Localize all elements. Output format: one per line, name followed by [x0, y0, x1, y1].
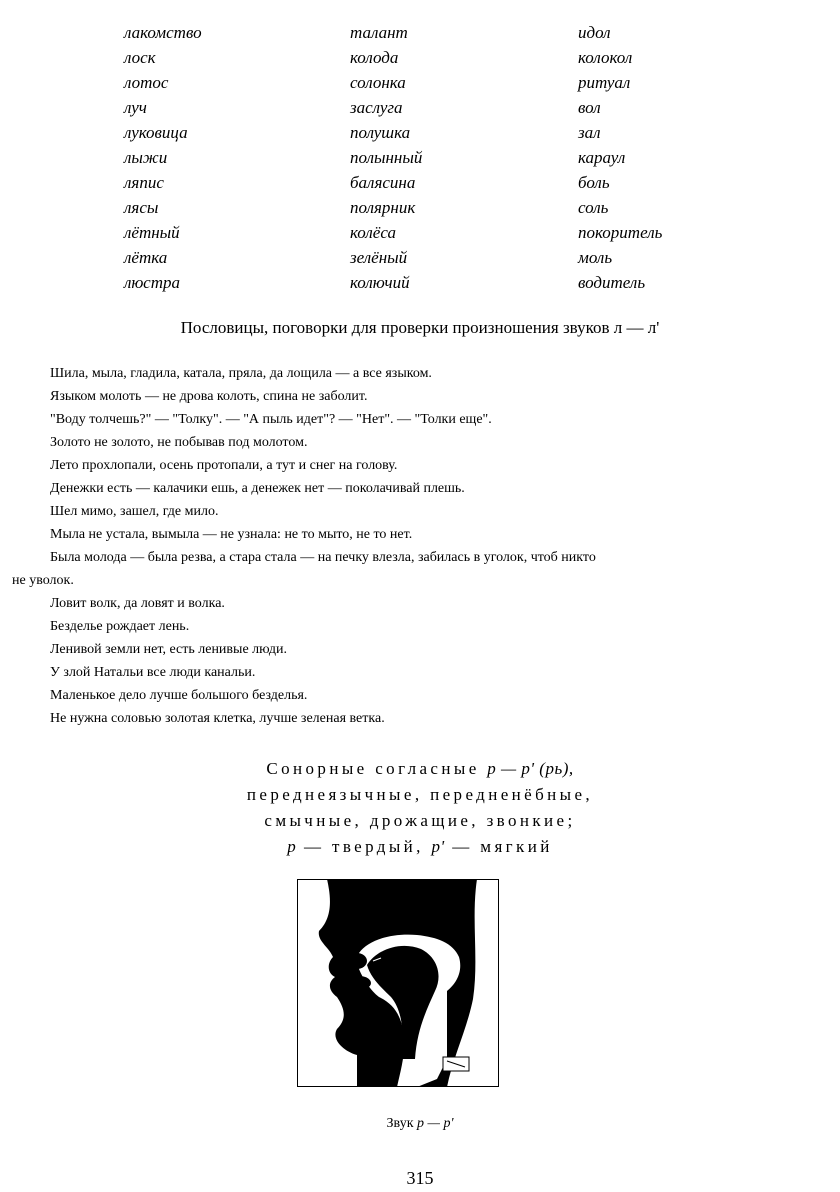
- proverb-text: Ленивой земли нет, есть ленивые люди.: [50, 642, 288, 657]
- word-item: зелёный: [350, 248, 408, 267]
- word-column-1: [124, 20, 202, 295]
- sonorant-line-1: Сонорные согласные р — р' (рь),: [266, 759, 574, 778]
- proverb-text: Не нужна соловью золотая клетка, лучше зеленая ветка.: [50, 711, 385, 726]
- word-item: луковица: [124, 123, 188, 142]
- sonorant-line-3: смычные, дрожащие, звонкие;: [264, 811, 576, 830]
- proverb-line: [12, 615, 796, 638]
- word-item: лыжи: [124, 148, 168, 167]
- articulation-diagram: [297, 879, 499, 1087]
- word-item: лотос: [124, 73, 169, 92]
- word-item: боль: [578, 173, 610, 192]
- word-item: полярник: [350, 198, 416, 217]
- proverb-text: Шел мимо, зашел, где мило.: [50, 504, 219, 519]
- proverb-line: [12, 638, 796, 661]
- proverbs-heading: Пословицы, поговорки для проверки произношения звуков л — л': [180, 318, 660, 337]
- proverb-line: [12, 500, 796, 523]
- proverb-text: "Воду толчешь?" — "Толку". — "А пыль идет"? — "Нет". — "Толки еще".: [50, 412, 492, 427]
- proverb-line: [12, 408, 796, 431]
- word-item: лясы: [124, 198, 159, 217]
- proverb-text: Маленькое дело лучше большого безделья.: [50, 688, 308, 703]
- mouth-profile-illustration: [297, 879, 499, 1087]
- word-item: лоск: [124, 48, 156, 67]
- word-item: лакомство: [124, 23, 202, 42]
- proverb-text: Шила, мыла, гладила, катала, пряла, да лощила — а все языком.: [50, 366, 432, 381]
- proverb-continuation: не уволок.: [12, 573, 74, 588]
- proverb-text: Ловит волк, да ловят и волка.: [50, 596, 225, 611]
- word-item: ритуал: [578, 73, 631, 92]
- word-item: ляпис: [124, 173, 164, 192]
- word-item: солонка: [350, 73, 406, 92]
- proverb-text: У злой Натальи все люди канальи.: [50, 665, 256, 680]
- proverb-text: Золото не золото, не побывав под молотом.: [50, 435, 308, 450]
- proverb-line: [12, 684, 796, 707]
- sonorant-line-2: переднеязычные, передненёбные,: [246, 785, 594, 804]
- proverb-line: [12, 707, 796, 730]
- proverb-line: [12, 523, 796, 546]
- word-item: колода: [350, 48, 399, 67]
- word-column-2: [350, 20, 422, 295]
- proverb-text: Денежки есть — калачики ешь, а денежек нет — поколачивай плешь.: [50, 481, 465, 496]
- page-number: 315: [406, 1168, 434, 1188]
- word-item: покоритель: [578, 223, 663, 242]
- word-item: полушка: [350, 123, 411, 142]
- proverb-text: Лето прохлопали, осень протопали, а тут и снег на голову.: [50, 458, 398, 473]
- proverb-text: Безделье рождает лень.: [50, 619, 190, 634]
- word-item: полынный: [350, 148, 423, 167]
- word-item: колючий: [350, 273, 410, 292]
- sonorant-description: [0, 756, 840, 860]
- proverb-line: [12, 385, 796, 408]
- proverb-line: [12, 477, 796, 500]
- word-item: балясина: [350, 173, 416, 192]
- proverbs-list: [12, 362, 796, 730]
- proverb-text: Была молода — была резва, а стара стала — на печку влезла, забилась в уголок, чтоб никто: [50, 550, 596, 565]
- proverb-line: [12, 661, 796, 684]
- proverb-line: [12, 592, 796, 615]
- word-item: водитель: [578, 273, 646, 292]
- proverb-line: [12, 546, 796, 592]
- word-item: лётный: [124, 223, 180, 242]
- word-item: заслуга: [350, 98, 403, 117]
- proverb-line: [12, 362, 796, 385]
- word-item: идол: [578, 23, 611, 42]
- word-item: моль: [578, 248, 613, 267]
- word-item: талант: [350, 23, 408, 42]
- word-item: колокол: [578, 48, 633, 67]
- word-item: соль: [578, 198, 609, 217]
- word-item: лётка: [124, 248, 168, 267]
- word-item: вол: [578, 98, 601, 117]
- word-item: колёса: [350, 223, 396, 242]
- proverb-text: Мыла не устала, вымыла — не узнала: не то мыто, не то нет.: [50, 527, 413, 542]
- word-item: караул: [578, 148, 626, 167]
- sonorant-line-4: р — твердый, р' — мягкий: [287, 837, 553, 856]
- figure-caption: Звук р — р': [386, 1116, 454, 1131]
- proverb-line: [12, 454, 796, 477]
- word-item: зал: [578, 123, 601, 142]
- proverb-text: Языком молоть — не дрова колоть, спина не заболит.: [50, 389, 368, 404]
- word-item: луч: [124, 98, 147, 117]
- proverb-line: [12, 431, 796, 454]
- word-item: люстра: [124, 273, 180, 292]
- word-column-3: [578, 20, 662, 295]
